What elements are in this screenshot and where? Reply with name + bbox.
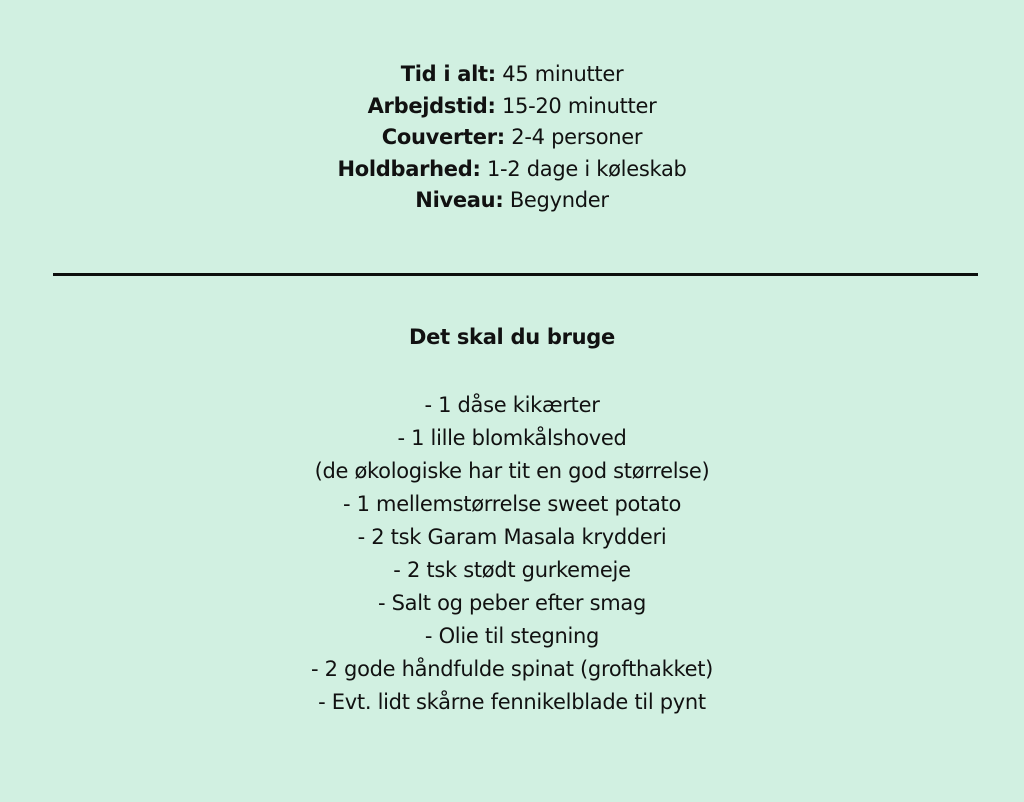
ingredient-item: - Olie til stegning [424,624,600,648]
ingredient-item: - Salt og peber efter smag [377,591,647,615]
section-divider [53,273,978,276]
info-total-time [0,59,1024,91]
info-value: 45 minutter [502,62,624,86]
ingredient-item: - 1 mellemstørrelse sweet potato [342,492,682,516]
info-work-time [0,91,1024,123]
info-label: Niveau: [415,188,504,212]
info-label: Tid i alt: [400,62,496,86]
ingredient-item: - 2 tsk stødt gurkemeje [393,558,631,582]
ingredients-heading: Det skal du bruge [409,325,615,349]
info-label: Arbejdstid: [367,93,496,118]
ingredient-item: - Evt. lidt skårne fennikelblade til pynt [318,690,706,714]
ingredient-item: - 2 tsk Garam Masala krydderi [357,525,667,549]
ingredient-item: - 1 lille blomkålshoved [397,426,627,450]
ingredients-list [0,389,1024,719]
ingredient-item: - 1 dåse kikærter [424,393,600,417]
ingredient-item: - 2 gode håndfulde spinat (grofthakket) [310,657,714,681]
info-value: Begynder [509,188,609,212]
info-level [0,185,1024,217]
ingredient-note: (de økologiske har tit en god størrelse) [314,459,710,483]
info-label: Holdbarhed: [337,156,481,181]
info-servings [0,122,1024,154]
info-shelf-life [0,154,1024,186]
info-value: 2-4 personer [511,125,643,149]
recipe-info [0,59,1024,217]
info-label: Couverter: [381,125,505,149]
info-value: 15-20 minutter [501,93,657,118]
info-value: 1-2 dage i køleskab [486,156,687,181]
